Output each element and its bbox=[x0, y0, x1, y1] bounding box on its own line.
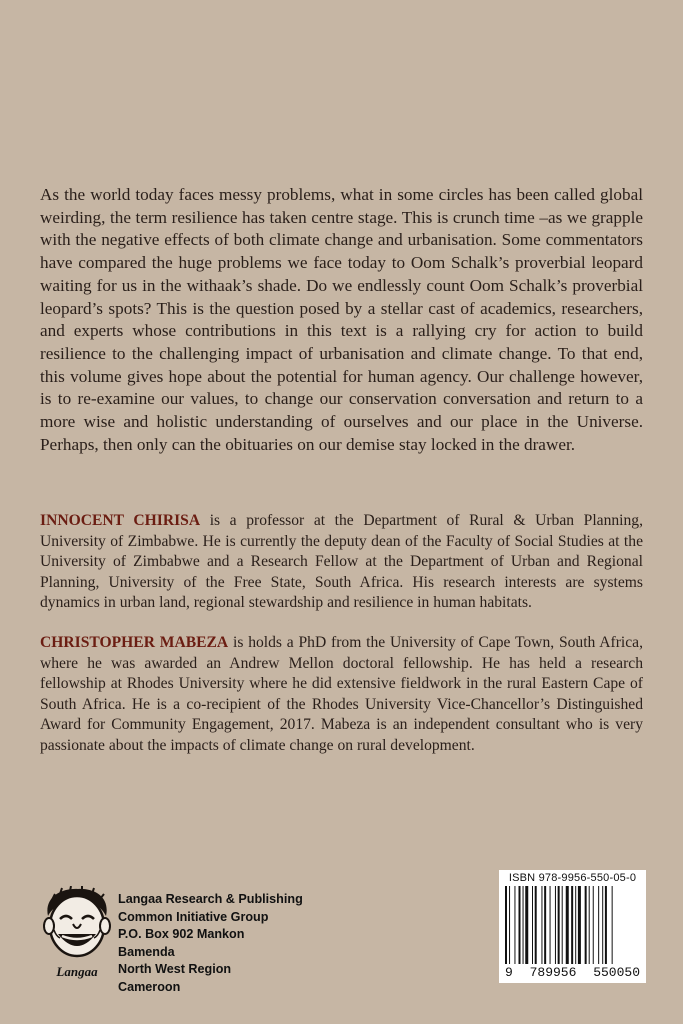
barcode-bar bbox=[605, 886, 607, 964]
barcode-bar bbox=[562, 886, 563, 964]
publisher-line: Langaa Research & Publishing bbox=[118, 892, 303, 906]
barcode-bar bbox=[505, 886, 507, 964]
publisher-block bbox=[38, 886, 358, 994]
publisher-line: Bamenda bbox=[118, 944, 175, 959]
back-cover-blurb: As the world today faces messy problems, what in some circles has been called global weirding, the term resilience has taken centre stage. This is crunch time –as we grapple with the negative effects of both climate change and urbanisation. Some commentators have compared the huge problems we face today to Oom Schalk’s proverbial leopard waiting for us in the withaak’s shade. Do we endlessly count Oom Schalk’s proverbial leopard’s spots? This is the question posed by a stellar cast of academics, researchers, and experts whose contributions in this text is a rallying cry for action to build resilience to the challenging impact of urbanisation and climate change. To that end, this volume gives hope about the potential for human agency. Our challenge however, is to re-examine our values, to change our conservation conversation and return to a more wise and holistic understanding of ourselves and our place in the Universe. Perhaps, then only can the obituaries on our demise stay locked in the drawer. bbox=[40, 185, 643, 454]
barcode-bar bbox=[525, 886, 528, 964]
barcode-bar bbox=[566, 886, 569, 964]
barcode-bar bbox=[555, 886, 556, 964]
author-bio-mabeza bbox=[40, 633, 643, 757]
barcode-bar bbox=[602, 886, 603, 964]
barcode-bars bbox=[505, 886, 640, 968]
barcode-bar bbox=[558, 886, 560, 964]
barcode-digits-left: 789956 bbox=[529, 965, 577, 980]
barcode-digits bbox=[499, 965, 646, 980]
publisher-logo bbox=[38, 886, 108, 984]
barcode-bar bbox=[593, 886, 594, 964]
barcode-bar bbox=[509, 886, 510, 964]
publisher-address bbox=[118, 891, 303, 997]
publisher-line: North West Region bbox=[118, 962, 232, 977]
barcode-bar bbox=[544, 886, 546, 964]
publisher-line: P.O. Box 902 Mankon bbox=[118, 927, 245, 942]
laughing-face-icon bbox=[38, 886, 116, 966]
barcode-bar bbox=[589, 886, 590, 964]
publisher-logo-text: Langaa bbox=[56, 964, 98, 979]
barcode-bar bbox=[578, 886, 581, 964]
barcode-bar bbox=[550, 886, 551, 964]
barcode-bar bbox=[523, 886, 524, 964]
barcode-bar bbox=[575, 886, 576, 964]
barcode-digits-right: 550050 bbox=[593, 965, 640, 980]
author-bio-text-mabeza: is holds a PhD from the University of Cape Town, South Africa, where he was awarded an Andrew Mellon doctoral fellowship. He has held a research fellowship at Rhodes University where he did extensive fieldwork in the rural Eastern Cape of South Africa. He is a co-recipient of the Rhodes University Vice-Chancellor’s Distinguished Award for Community Engagement, 2017. Mabeza is an independent consultant who is very passionate about the impacts of climate change on rural development. bbox=[40, 634, 643, 754]
author-name-chirisa: INNOCENT CHIRISA bbox=[40, 512, 201, 529]
isbn-barcode bbox=[499, 870, 646, 983]
isbn-label: ISBN 978-9956-550-05-0 bbox=[508, 872, 637, 884]
author-name-mabeza: CHRISTOPHER MABEZA bbox=[40, 634, 229, 651]
author-bio-chirisa bbox=[40, 511, 643, 614]
barcode-bar bbox=[541, 886, 542, 964]
barcode-bar bbox=[514, 886, 515, 964]
barcode-bar bbox=[519, 886, 521, 964]
barcode-bar bbox=[585, 886, 587, 964]
barcode-bar bbox=[598, 886, 599, 964]
barcode-bar bbox=[532, 886, 533, 964]
barcode-digit-lead: 9 bbox=[505, 965, 513, 980]
barcode-bar bbox=[612, 886, 613, 964]
barcode-bar bbox=[535, 886, 537, 964]
author-bio-text-chirisa: is a professor at the Department of Rural & Urban Planning, University of Zimbabwe. He is currently the deputy dean of the Faculty of Social Studies at the University of Zimbabwe and a Research Fellow at the Department of Urban and Regional Planning, University of the Free State, South Africa. His research interests are systems dynamics in urban land, regional stewardship and resilience in human habitats. bbox=[40, 512, 643, 612]
barcode-bar bbox=[571, 886, 573, 964]
publisher-line: Common Initiative Group bbox=[118, 909, 269, 924]
publisher-line: Cameroon bbox=[118, 979, 181, 994]
